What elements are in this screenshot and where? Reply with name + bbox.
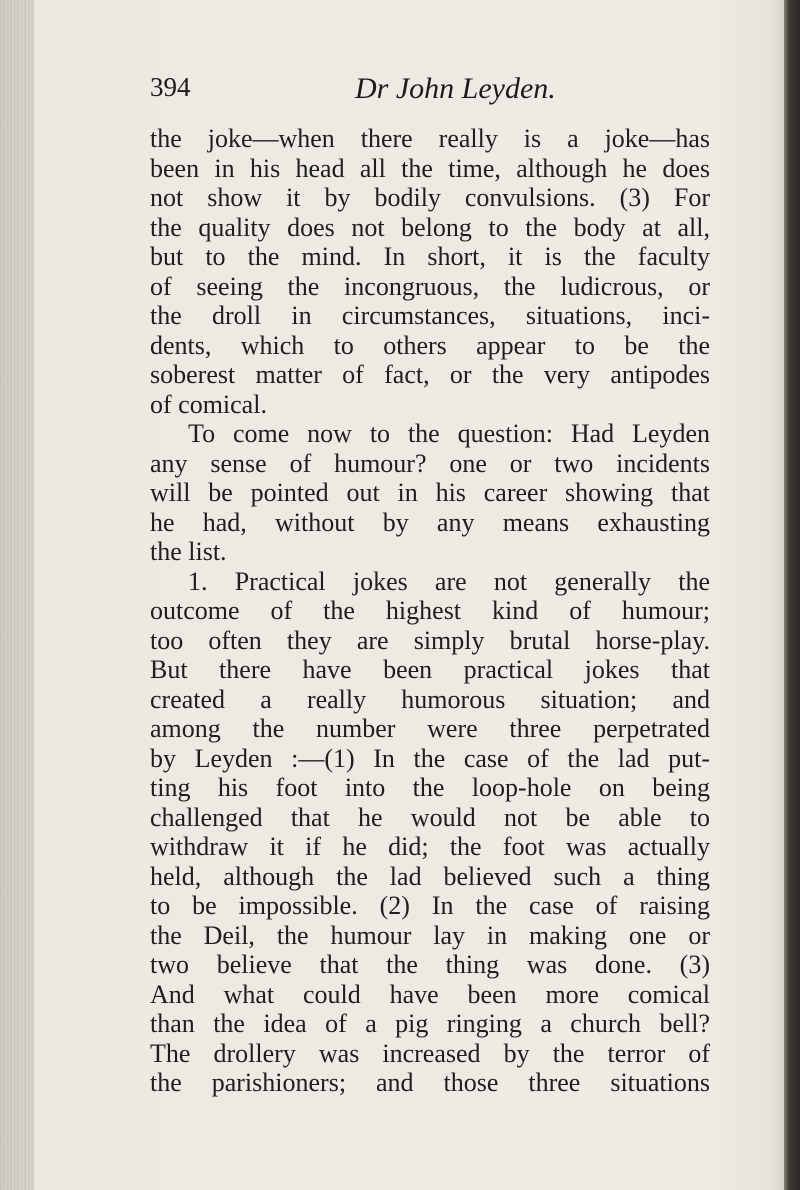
text-line: the Deil, the humour lay in making one or	[150, 920, 710, 950]
text-line: to be impossible. (2) In the case of raising	[150, 891, 710, 920]
text-line: by Leyden :—(1) In the case of the lad put-	[150, 743, 710, 773]
text-line: dents, which to others appear to be the	[150, 330, 710, 360]
page-number: 394	[150, 72, 191, 102]
text-line: of seeing the incongruous, the ludicrous, or	[150, 271, 710, 301]
text-line: created a really humorous situation; and	[150, 684, 710, 714]
text-line: than the idea of a pig ringing a church bell?	[150, 1009, 710, 1038]
text-line: any sense of humour? one or two incidents	[150, 448, 710, 478]
text-line: the list.	[150, 537, 227, 566]
text-line: challenged that he would not be able to	[150, 802, 710, 832]
text-line: But there have been practical jokes that	[150, 655, 710, 684]
text-line: not show it by bodily convulsions. (3) For	[150, 183, 710, 212]
text-line: among the number were three perpetrated	[150, 714, 710, 743]
body-text	[150, 124, 710, 1098]
text-line: 1. Practical jokes are not generally the	[188, 566, 710, 596]
text-line: The drollery was increased by the terror of	[150, 1038, 710, 1068]
text-line: the parishioners; and those three situations	[150, 1068, 710, 1097]
text-line: soberest matter of fact, or the very antipodes	[150, 360, 710, 389]
text-line: the quality does not belong to the body at all,	[150, 212, 710, 242]
text-line: of comical.	[150, 389, 267, 419]
text-line: And what could have been more comical	[150, 979, 710, 1009]
text-line: held, although the lad believed such a thing	[150, 861, 710, 891]
text-line: been in his head all the time, although he does	[150, 153, 710, 183]
text-line: but to the mind. In short, it is the faculty	[150, 242, 710, 271]
text-line: the droll in circumstances, situations, inci-	[150, 301, 710, 330]
page-gutter-shadow	[0, 0, 34, 1190]
running-head: Dr John Leyden.	[355, 72, 556, 105]
text-line: two believe that the thing was done. (3)	[150, 950, 710, 979]
text-line: outcome of the highest kind of humour;	[150, 596, 710, 625]
text-line: he had, without by any means exhausting	[150, 507, 710, 537]
text-line: too often they are simply brutal horse-play.	[150, 625, 710, 655]
text-line: will be pointed out in his career showing that	[150, 478, 710, 507]
page-header	[150, 72, 710, 112]
text-line: the joke—when there really is a joke—has	[150, 124, 710, 153]
text-line: ting his foot into the loop-hole on being	[150, 773, 710, 802]
text-line: To come now to the question: Had Leyden	[188, 419, 710, 448]
page-edge-binding	[784, 0, 800, 1190]
text-line: withdraw it if he did; the foot was actually	[150, 832, 710, 861]
